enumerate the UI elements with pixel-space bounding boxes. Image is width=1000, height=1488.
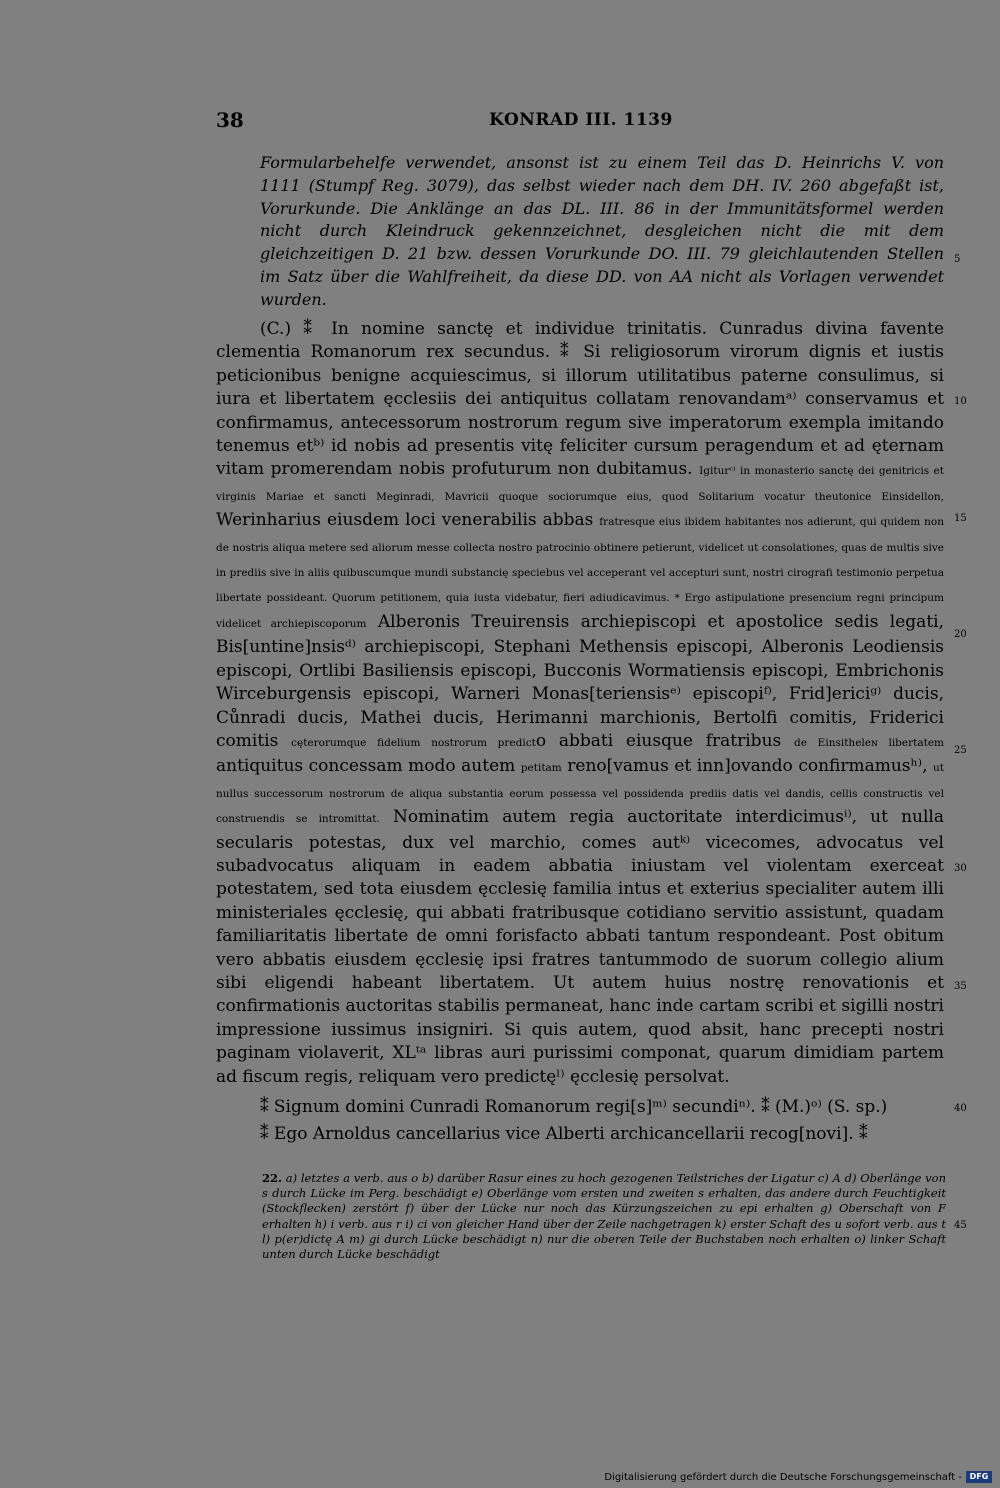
line-number: 15 — [954, 513, 967, 524]
preface-note: Formularbehelfe verwendet, ansonst ist zu einem Teil das D. Heinrichs V. von 1111 (Stumpf Reg. 3079), das selbst wieder nach dem DH. IV. 260 abgefaßt ist, Vorurkunde. Die Anklänge an das DL. III. 86 in der Immunitätsformel werden nicht durch Kleindruck gekennzeichnet, desgleichen nicht die mit dem gleichzeitigen D. 21 bzw. dessen Vorurkunde DO. III. 79 gleichlautenden Stellen im Satz über die Wahlfreiheit, da diese DD. von AA nicht als Vorlagen verwendet wurden. — [260, 153, 944, 309]
line-number: 5 — [954, 254, 961, 265]
footer-credit: Digitalisierung gefördert durch die Deutsche Forschungsgemeinschaft - — [604, 1472, 962, 1483]
charter-text-span: Werinharius eiusdem loci venerabilis abbas — [216, 510, 594, 531]
dfg-logo: DFG — [966, 1471, 992, 1483]
charter-paragraph — [216, 318, 944, 1089]
charter-small-print: ut nullus successorum nostrorum de aliqua substantia eorum possessa vel possidenda prediis datis vel dandis, cellis constructis vel construendis se intromittat. — [216, 762, 944, 826]
line-number: 45 — [954, 1220, 967, 1231]
recognition-line: ⁑ Ego Arnoldus cancellarius vice Alberti archicancellarii recog[novi]. ⁑ — [260, 1124, 868, 1144]
line-number: 10 — [954, 396, 967, 407]
charter-text-span: Nominatim autem regia auctoritate interdicimusⁱ⁾, ut nulla secularis potestas, dux vel marchio, comes autᵏ⁾ vicecomes, advocatus vel subadvocatus aliquam in eadem abbatia iniustam vel violentam exerceat potestatem, sed tota eiusdem ęcclesię familia intus et exterius specialiter autem illi ministeriales ęcclesię, qui abbati fratribusque cotidiano servitio assistunt, quadam familiaritatis libertate de omni forisfacto abbati tantum respondeant. Post obitum vero abbatis eiusdem ęcclesię ipsi fratres tantummodo de suorum collegio alium sibi eligendi habeant libertatem. Ut autem huius nostrę renovationis et confirmationis auctoritas stabilis permaneat, hanc inde cartam scribi et sigilli nostri impressione iussimus insigniri. Si quis autem, quod absit, hanc precepti nostri paginam violaverit, XLᵗᵃ libras auri purissimi componat, quarum dimidiam partem ad fiscum regis, reliquam vero predictęˡ⁾ ęcclesię persolvat. — [216, 807, 945, 1087]
footnote-text: a) letztes a verb. aus o b) darüber Rasur eines zu hoch gezogenen Teilstriches der Ligatur c) A d) Oberlänge von s durch Lücke im Perg. beschädigt e) Oberlänge vom ersten und zweiten s erhalten, das andere durch Feuchtigkeit (Stockflecken) zerstört f) über der Lücke nur noch das Kürzungszeichen zu epi erhalten g) Oberschaft von F erhalten h) i verb. aus r i) ci von gleicher Hand über der Zeile nachgetragen k) erster Schaft des u sofort verb. aus t l) p(er)dictę A m) gi durch Lücke beschädigt n) nur die oberen Teile der Buchstaben noch erhalten o) linker Schaft unten durch Lücke beschädigt — [262, 1171, 947, 1262]
charter-small-print: Igiturᶜ⁾ in monasterio sanctę dei genitricis et virginis Mariae et sancti Meginradi, Mavricii quoque sociorumque eius, quod Solitarium vocatur theutonice Einsidellon, — [216, 465, 944, 503]
charter-small-print: cęterorumque fidelium nostrorum predict — [291, 736, 536, 749]
footnotes — [262, 1171, 946, 1262]
charter-intro: (C.) ⁑ In nomine sanctę et individue trinitatis. Cunradus divina favente clementia Romanorum rex secundus. ⁑ Si religiosorum virorum dignis et iustis peticionibus benigne acquiescimus, si illorum utilitatibus paterne consulimus, si iura et libertatem ęcclesiis dei antiquitus collatam renovandamᵃ⁾ conservamus et confirmamus, antecessorum nostrorum regum sive imperatorum exempla imitando tenemus etᵇ⁾ id nobis ad presentis vitę feliciter cursum peragendum et ad ęternam vitam promerendam nobis profuturum non dubitamus. — [216, 319, 944, 480]
charter-text-span: o abbati eiusque fratribus — [535, 730, 782, 751]
line-number: 30 — [954, 863, 967, 874]
charter-text-span: reno[vamus et inn]ovando confirmamusʰ⁾, — [567, 756, 928, 777]
line-number: 20 — [954, 629, 967, 640]
line-number: 35 — [954, 981, 967, 992]
running-title: KONRAD III. 1139 — [489, 110, 673, 130]
charter-text-span: antiquitus concessam modo autem — [216, 756, 516, 777]
page-number: 38 — [216, 108, 244, 132]
signum-line: ⁑ Signum domini Cunradi Romanorum regi[s]ᵐ⁾ secundiⁿ⁾. ⁑ (M.)ᵒ⁾ (S. sp.) — [260, 1097, 888, 1117]
footnote-number: 22. — [262, 1171, 283, 1185]
charter-small-print: de Einsitheleɴ libertatem — [794, 736, 945, 749]
charter-small-print: petitam — [520, 762, 562, 775]
charter-small-print: fratresque eius ibidem habitantes nos adierunt, qui quidem non de nostris aliqua metere sed aliorum messe collecta nostro patrocinio obtinere petierunt, videlicet ut consolationes, quas de multis sive in prediis sive in aliis quibuscumque mundi substancię speciebus vel acceperant vel accepturi sunt, nostri cirografi testimonio perpetua libertate possideant. Quorum petitionem, quia iusta videbatur, fieri adiudicavimus. * Ergo astipulatione presencium regni principum videlicet archiepiscoporum — [216, 516, 944, 630]
line-number: 25 — [954, 745, 967, 756]
line-number: 40 — [954, 1103, 967, 1114]
charter-witness-list: Alberonis Treuirensis archiepiscopi et apostolice sedis legati, Bis[untine]nsisᵈ⁾ archiepiscopi, Stephani Methensis episcopi, Alberonis Leodiensis episcopi, Ortlibi Basiliensis episcopi, Bucconis Wormatiensis episcopi, Embrichonis Wirceburgensis episcopi, Warneri Monas[teriensisᵉ⁾ episcopiᶠ⁾, Frid]ericiᵍ⁾ ducis, Cůnradi ducis, Mathei ducis, Herimanni marchionis, Bertolfi comitis, Friderici comitis — [216, 611, 944, 751]
charter-text — [216, 318, 944, 1089]
page-header — [216, 108, 946, 134]
